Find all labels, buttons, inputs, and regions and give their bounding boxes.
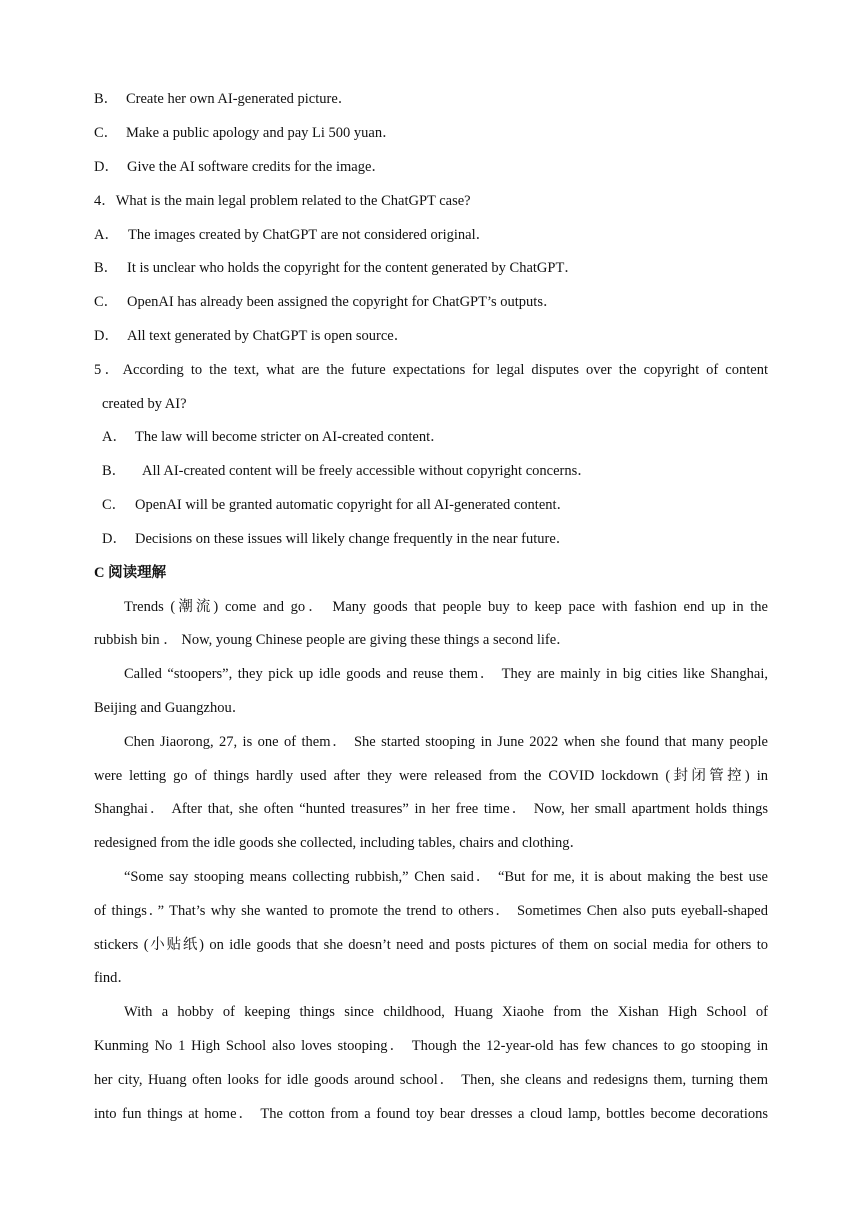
passage-line: Chen Jiaorong, 27, is one of them． She started stooping in June 2022 when she found that many people — [124, 734, 768, 750]
passage-line: redesigned from the idle goods she collected, including tables, chairs and clothing． — [94, 835, 585, 851]
option-label: A． — [102, 429, 127, 445]
passage-line: Trends (潮流) come and go． Many goods that people buy to keep pace with fashion end up in the — [124, 599, 768, 615]
q5-option-d — [102, 529, 570, 549]
option-label: A． — [94, 227, 119, 243]
passage-line: find． — [94, 970, 132, 986]
option-label: B． — [102, 463, 127, 479]
option-label: B． — [94, 91, 119, 107]
q4-option-a — [94, 225, 490, 245]
passage-line: rubbish bin ． Now, young Chinese people are giving these things a second life． — [94, 632, 571, 648]
option-text: Decisions on these issues will likely change frequently in the near future． — [135, 531, 571, 547]
passage-line: of things．” That’s why she wanted to promote the trend to others． Sometimes Chen also puts eyeball-shaped — [94, 903, 768, 919]
passage-line: Shanghai． After that, she often “hunted treasures” in her free time． Now, her small apartment holds things — [94, 801, 768, 817]
option-text: OpenAI has already been assigned the copyright for ChatGPT’s outputs． — [127, 294, 558, 310]
q3-option-d — [94, 157, 386, 177]
q5-stem-line1: 5．According to the text, what are the future expectations for legal disputes over the copyright of content — [94, 362, 768, 378]
q4-option-d — [94, 326, 408, 346]
option-text: The law will become stricter on AI-created content． — [135, 429, 445, 445]
q5-stem-line2: created by AI? — [102, 396, 187, 412]
passage-line: stickers (小贴纸) on idle goods that she doesn’t need and posts pictures of them on social media for others to — [94, 937, 768, 953]
option-label: C． — [94, 294, 119, 310]
passage-line: were letting go of things hardly used after they were released from the COVID lockdown (封闭管控) in — [94, 768, 768, 784]
option-label: B． — [94, 260, 119, 276]
option-text: It is unclear who holds the copyright for the content generated by ChatGPT． — [127, 260, 579, 276]
q4-stem: 4．What is the main legal problem related to the ChatGPT case? — [94, 193, 471, 209]
q3-option-c — [94, 123, 397, 143]
option-label: C． — [102, 497, 127, 513]
q5-option-a — [102, 427, 445, 447]
section-heading: C 阅读理解 — [94, 565, 167, 581]
passage-line: Called “stoopers”, they pick up idle goods and reuse them． They are mainly in big cities like Shanghai, — [124, 666, 768, 682]
passage-line: With a hobby of keeping things since childhood, Huang Xiaohe from the Xishan High School of — [124, 1004, 768, 1020]
passage-line: into fun things at home． The cotton from a found toy bear dresses a cloud lamp, bottles become decorations — [94, 1106, 768, 1122]
option-label: D． — [94, 328, 119, 344]
passage-line: Beijing and Guangzhou． — [94, 700, 247, 716]
q3-option-b — [94, 89, 352, 109]
option-text: The images created by ChatGPT are not considered original． — [128, 227, 491, 243]
option-text: All AI-created content will be freely accessible without copyright concerns． — [142, 463, 592, 479]
q5-option-b — [102, 461, 592, 481]
passage-line: Kunming No 1 High School also loves stooping． Though the 12-year-old has few chances to go stooping in — [94, 1038, 768, 1054]
option-label: D． — [94, 159, 119, 175]
passage-line: “Some say stooping means collecting rubbish,” Chen said． “But for me, it is about making the best use — [124, 869, 768, 885]
passage-line: her city, Huang often looks for idle goods around school． Then, she cleans and redesigns them, turning them — [94, 1072, 768, 1088]
option-text: Give the AI software credits for the image． — [127, 159, 386, 175]
option-text: Create her own AI-generated picture． — [126, 91, 353, 107]
q4-option-b — [94, 258, 579, 278]
q5-option-c — [102, 495, 571, 515]
q4-option-c — [94, 292, 557, 312]
option-label: C． — [94, 125, 119, 141]
option-text: OpenAI will be granted automatic copyright for all AI-generated content． — [135, 497, 572, 513]
option-label: D． — [102, 531, 127, 547]
option-text: Make a public apology and pay Li 500 yuan． — [126, 125, 397, 141]
option-text: All text generated by ChatGPT is open source． — [127, 328, 409, 344]
